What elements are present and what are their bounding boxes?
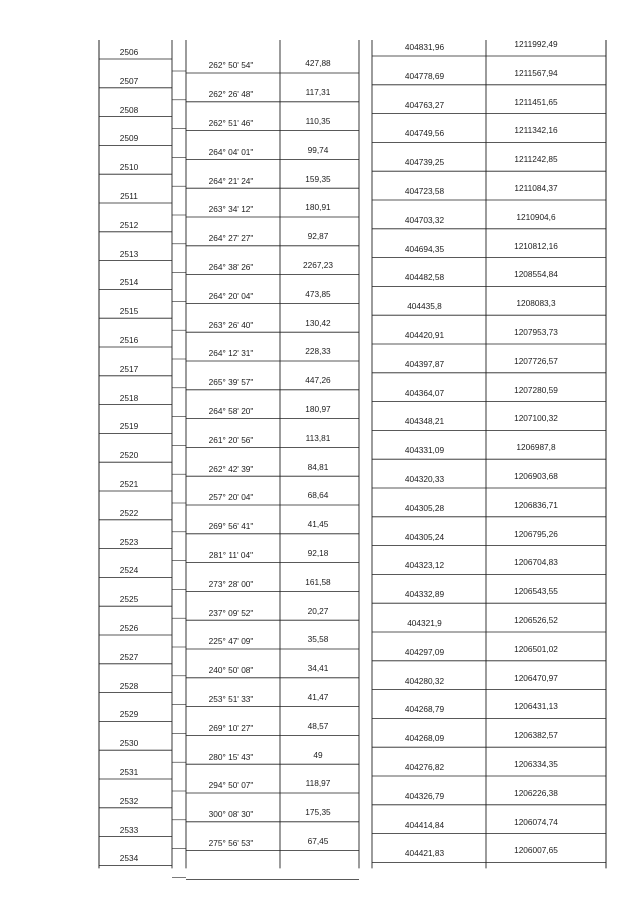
coordinate-y: 1206704,83 (514, 557, 558, 568)
azimuth: 262° 26' 48" (208, 89, 254, 100)
coordinate-y: 1207280,59 (514, 384, 558, 395)
point-id: 2510 (119, 162, 139, 173)
point-id: 2514 (119, 277, 139, 288)
azimuth: 264° 38' 26" (208, 262, 254, 272)
coordinate-y: 1211567,94 (514, 67, 558, 78)
coordinate-x: 404831,96 (404, 42, 445, 52)
coordinate-x: 404739,25 (404, 157, 445, 168)
azimuth: 273° 28' 00" (208, 578, 254, 589)
point-id: 2527 (119, 651, 139, 662)
coordinate-y: 1206526,52 (514, 615, 558, 625)
azimuth: 294° 50' 07" (208, 780, 254, 791)
coordinate-y: 1206470,97 (514, 672, 558, 683)
azimuth: 269° 56' 41" (208, 521, 254, 532)
distance: 180,91 (305, 202, 331, 213)
point-id: 2523 (119, 536, 139, 547)
coordinate-x: 404420,91 (404, 330, 445, 340)
coordinate-y: 1206903,68 (514, 471, 558, 481)
azimuth: 280° 15' 43" (208, 751, 254, 762)
distance: 2267,23 (303, 260, 333, 270)
distance: 49 (313, 749, 323, 760)
coordinate-y: 1206226,38 (514, 787, 558, 798)
point-id: 2520 (119, 450, 139, 461)
point-id: 2507 (119, 75, 139, 86)
distance: 130,42 (305, 317, 331, 328)
azimuth: 240° 50' 08" (208, 665, 254, 676)
point-id: 2517 (119, 363, 139, 374)
distance: 34,41 (307, 663, 329, 674)
coordinate-y: 1211451,65 (514, 96, 558, 107)
coordinate-x: 404332,89 (404, 589, 445, 600)
azimuth: 253° 51' 33" (208, 694, 254, 704)
distance: 113,81 (305, 432, 331, 443)
distance: 161,58 (305, 576, 331, 587)
point-id: 2519 (119, 421, 139, 432)
azimuth: 262° 42' 39" (208, 463, 254, 474)
coordinate-x: 404268,79 (404, 704, 445, 715)
coordinate-x: 404364,07 (404, 387, 445, 398)
point-id: 2531 (119, 767, 139, 777)
point-id: 2534 (119, 853, 139, 864)
coordinate-y: 1210812,16 (514, 240, 558, 251)
distance: 117,31 (305, 87, 331, 98)
point-id: 2532 (119, 795, 139, 806)
coordinate-x: 404321,9 (407, 618, 442, 628)
coordinate-y: 1206334,35 (514, 759, 558, 769)
coordinate-x: 404323,12 (404, 560, 445, 571)
distance: 35,58 (307, 634, 329, 645)
coordinate-x: 404280,32 (404, 675, 445, 686)
azimuth: 261° 20' 56" (208, 434, 254, 445)
distance: 228,33 (305, 346, 331, 357)
point-id: 2521 (119, 479, 139, 489)
distance: 118,97 (305, 778, 331, 789)
azimuth: 269° 10' 27" (208, 722, 254, 733)
coordinate-x: 404320,33 (404, 474, 445, 484)
coordinate-x: 404331,09 (404, 445, 445, 456)
distance: 68,64 (307, 490, 329, 501)
coordinate-y: 1206543,55 (514, 586, 558, 597)
coordinate-x: 404421,83 (404, 848, 445, 859)
coordinate-x: 404305,24 (404, 531, 445, 542)
azimuth: 264° 04' 01" (208, 146, 254, 157)
azimuth: 264° 21' 24" (208, 175, 254, 186)
coordinate-y: 1207726,57 (514, 355, 558, 366)
azimuth: 264° 27' 27" (208, 233, 254, 244)
point-id: 2516 (119, 335, 139, 345)
point-id: 2528 (119, 680, 139, 691)
distance: 175,35 (305, 807, 331, 818)
coordinate-x: 404749,56 (404, 128, 445, 139)
distance: 159,35 (305, 173, 331, 184)
point-id: 2526 (119, 623, 139, 633)
point-id: 2530 (119, 738, 139, 749)
coordinate-y: 1210904,6 (516, 211, 556, 222)
point-id: 2506 (119, 47, 139, 57)
coordinate-x: 404397,87 (404, 358, 445, 369)
coordinate-y: 1206431,13 (514, 701, 558, 712)
coordinate-y: 1207953,73 (514, 327, 558, 337)
azimuth: 237° 09' 52" (208, 607, 254, 618)
coordinate-y: 1206836,71 (514, 499, 558, 510)
azimuth: 275° 56' 53" (208, 838, 254, 848)
coordinate-x: 404297,09 (404, 646, 445, 657)
distance: 41,47 (307, 692, 329, 702)
azimuth: 300° 08' 30" (208, 809, 254, 820)
coordinate-x: 404348,21 (404, 416, 445, 427)
distance: 41,45 (307, 519, 329, 530)
distance: 84,81 (307, 461, 329, 472)
coordinate-y: 1211242,85 (514, 154, 558, 165)
distance: 92,87 (307, 231, 329, 242)
point-id: 2529 (119, 709, 139, 720)
azimuth: 263° 34' 12" (208, 204, 254, 215)
coordinate-x: 404763,27 (404, 99, 445, 110)
coordinate-x: 404482,58 (404, 272, 445, 283)
azimuth: 257° 20' 04" (208, 492, 254, 503)
distance: 48,57 (307, 720, 329, 731)
point-id: 2515 (119, 306, 139, 317)
coordinate-y: 1206501,02 (514, 643, 558, 654)
coordinate-y: 1211342,16 (514, 125, 558, 136)
coordinate-y: 1208083,3 (516, 298, 556, 309)
azimuth: 281° 11' 04" (208, 550, 254, 560)
azimuth: 262° 51' 46" (208, 118, 254, 128)
distance: 180,97 (305, 404, 331, 414)
point-id: 2533 (119, 824, 139, 835)
coordinate-x: 404435,8 (407, 301, 442, 312)
point-id: 2522 (119, 507, 139, 518)
distance: 473,85 (305, 288, 331, 299)
coordinate-y: 1211084,37 (514, 183, 558, 193)
coordinate-y: 1206795,26 (514, 528, 558, 539)
coordinate-y: 1206074,74 (514, 816, 558, 827)
coordinate-x: 404268,09 (404, 733, 445, 744)
coordinate-y: 1206987,8 (516, 442, 556, 453)
coordinate-x: 404326,79 (404, 790, 445, 801)
distance: 427,88 (305, 58, 331, 69)
distance: 20,27 (307, 605, 329, 616)
distance: 447,26 (305, 375, 331, 386)
coordinate-y: 1206382,57 (514, 730, 558, 741)
point-id: 2513 (119, 248, 139, 259)
coordinate-y: 1206007,65 (514, 845, 558, 856)
point-id: 2509 (119, 133, 139, 144)
coordinate-x: 404778,69 (404, 70, 445, 81)
azimuth: 264° 58' 20" (208, 406, 254, 416)
azimuth: 264° 12' 31" (208, 348, 254, 359)
coordinate-x: 404703,32 (404, 214, 445, 225)
point-id: 2524 (119, 565, 139, 576)
point-id: 2508 (119, 104, 139, 115)
distance: 92,18 (307, 548, 329, 558)
azimuth: 264° 20' 04" (208, 290, 254, 301)
coordinate-x: 404723,58 (404, 186, 445, 196)
point-id: 2525 (119, 594, 139, 605)
distance: 67,45 (307, 836, 329, 846)
point-id: 2518 (119, 392, 139, 403)
point-id: 2511 (120, 191, 138, 201)
coordinate-y: 1211992,49 (514, 39, 558, 49)
coordinate-y: 1208554,84 (514, 269, 558, 280)
distance: 99,74 (307, 144, 329, 155)
coordinate-x: 404305,28 (404, 502, 445, 513)
coordinate-x: 404276,82 (404, 762, 445, 772)
azimuth: 265° 39' 57" (208, 377, 254, 388)
coordinate-x: 404694,35 (404, 243, 445, 254)
azimuth: 263° 26' 40" (208, 319, 254, 330)
point-id: 2512 (119, 219, 139, 230)
distance: 110,35 (305, 116, 331, 126)
azimuth: 225° 47' 09" (208, 636, 254, 647)
coordinate-x: 404414,84 (404, 819, 445, 830)
azimuth: 262° 50' 54" (208, 60, 254, 71)
coordinate-y: 1207100,32 (514, 413, 558, 424)
